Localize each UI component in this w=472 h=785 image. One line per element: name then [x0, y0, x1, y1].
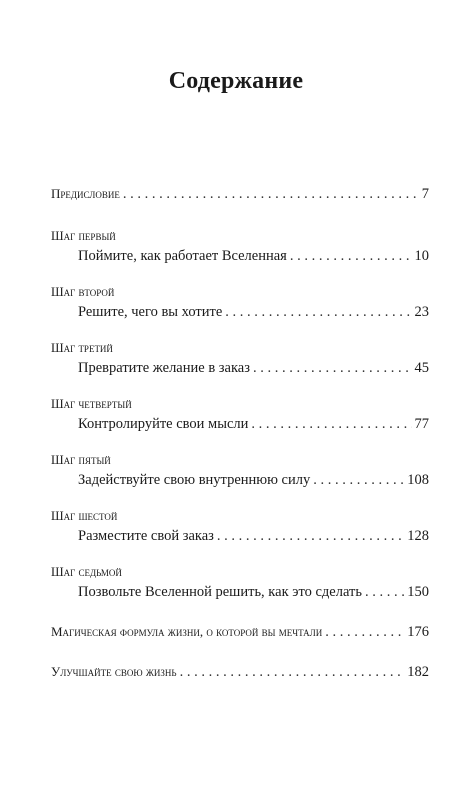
step-heading: Шаг четвертый	[51, 397, 132, 411]
dot-leader	[225, 302, 411, 322]
toc-entry-formula[interactable]	[51, 622, 429, 642]
dot-leader	[290, 246, 412, 266]
step-heading: Шаг шестой	[51, 509, 118, 523]
toc-page-number: 176	[407, 624, 429, 640]
toc-page-number: 128	[407, 528, 429, 544]
toc-step-1	[51, 228, 429, 266]
toc-entry-label: Позвольте Вселенной решить, как это сделать	[78, 584, 362, 600]
dot-leader	[217, 526, 404, 546]
toc-entry-label: Улучшайте свою жизнь	[51, 664, 177, 679]
step-heading: Шаг седьмой	[51, 565, 122, 579]
toc-entry-step-7[interactable]	[51, 582, 429, 602]
toc-entry-step-4[interactable]	[51, 414, 429, 434]
toc-entry-label: Предисловие	[51, 186, 120, 201]
toc-page-number: 7	[421, 186, 429, 202]
toc-step-6	[51, 508, 429, 546]
toc-entry-step-2[interactable]	[51, 302, 429, 322]
table-of-contents	[51, 184, 429, 682]
dot-leader	[180, 662, 405, 682]
toc-step-4	[51, 396, 429, 434]
toc-entry-step-6[interactable]	[51, 526, 429, 546]
toc-entry-step-3[interactable]	[51, 358, 429, 378]
toc-page-number: 23	[414, 304, 429, 320]
toc-entry-label: Контролируйте свои мысли	[78, 416, 249, 432]
toc-entry-improve[interactable]	[51, 662, 429, 682]
dot-leader	[251, 414, 411, 434]
step-heading: Шаг пятый	[51, 453, 111, 467]
toc-entry-label: Разместите свой заказ	[78, 528, 214, 544]
dot-leader	[313, 470, 404, 490]
step-heading: Шаг первый	[51, 229, 116, 243]
toc-entry-label: Решите, чего вы хотите	[78, 304, 223, 320]
step-heading: Шаг третий	[51, 341, 113, 355]
toc-page-number: 150	[407, 584, 429, 600]
step-heading: Шаг второй	[51, 285, 115, 299]
toc-entry-preface[interactable]	[51, 184, 429, 204]
toc-step-2	[51, 284, 429, 322]
toc-step-7	[51, 564, 429, 602]
dot-leader	[253, 358, 412, 378]
toc-page-number: 10	[414, 248, 429, 264]
toc-page-number: 108	[407, 472, 429, 488]
toc-entry-label: Превратите желание в заказ	[78, 360, 250, 376]
toc-page-number: 45	[414, 360, 429, 376]
page-title: Содержание	[168, 68, 304, 94]
toc-entry-label: Магическая формула жизни, о которой вы мечтали	[51, 624, 323, 639]
dot-leader	[325, 622, 404, 642]
dot-leader	[123, 184, 419, 204]
toc-entry-label: Задействуйте свою внутреннюю силу	[78, 472, 311, 488]
toc-step-3	[51, 340, 429, 378]
toc-entry-label: Поймите, как работает Вселенная	[78, 248, 287, 264]
toc-entry-step-5[interactable]	[51, 470, 429, 490]
dot-leader	[365, 582, 404, 602]
toc-page-number: 77	[414, 416, 429, 432]
toc-step-5	[51, 452, 429, 490]
toc-page-number: 182	[407, 664, 429, 680]
toc-entry-step-1[interactable]	[51, 246, 429, 266]
